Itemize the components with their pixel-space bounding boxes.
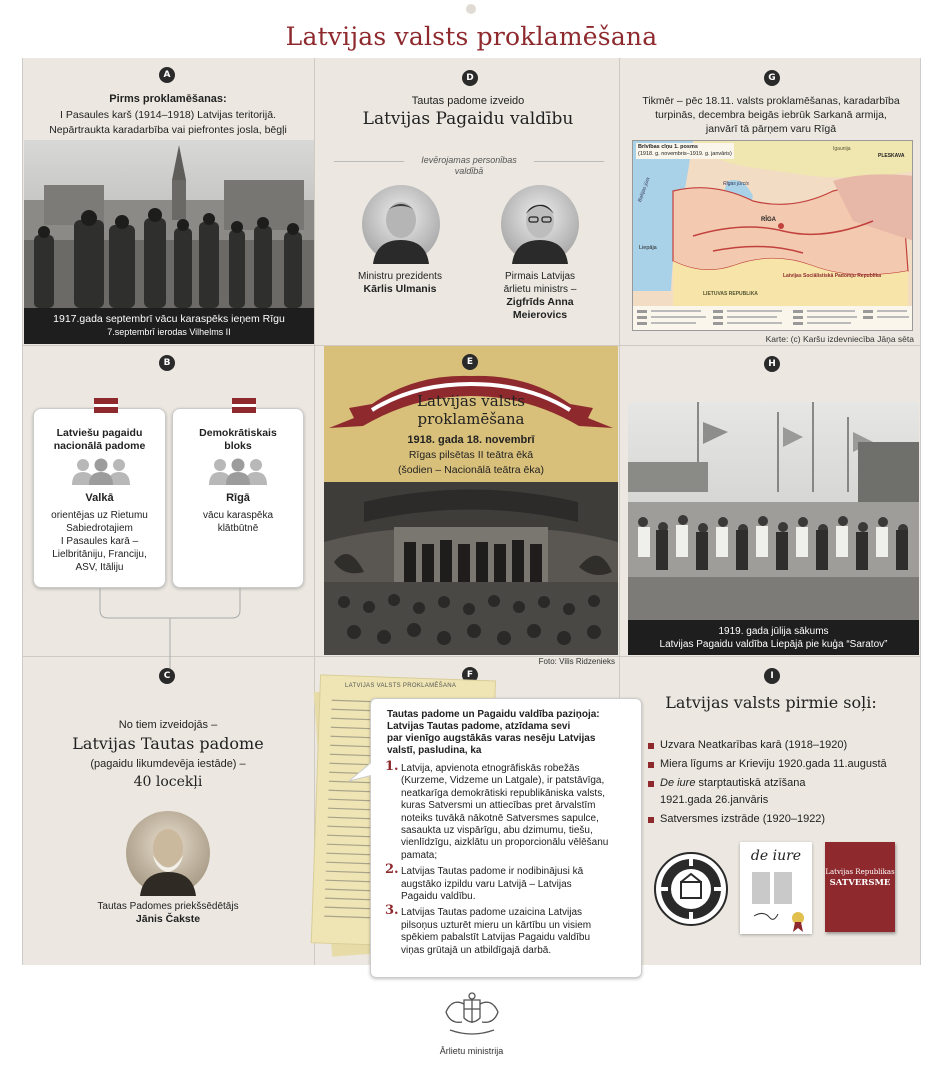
decl-1-line: kuras Satversmi un attiecības pret ārvalstīm <box>401 800 596 812</box>
flag-icon <box>94 398 118 418</box>
people-icon <box>208 457 268 485</box>
section-c-intro: No tiem izveidojās – <box>118 719 218 731</box>
portrait-ulmanis <box>361 184 441 264</box>
first-step-3-date: 1921.gada 26.janvāris <box>660 794 769 806</box>
declaration-card <box>370 698 642 978</box>
declaration-item-1 <box>385 759 635 862</box>
person1-role: Ministru prezidents <box>358 271 442 282</box>
card-left-title-1: Latviešu pagaidu <box>56 427 143 439</box>
declaration-num-2: 2. <box>385 862 399 878</box>
decl-3-line: pilsoņus uzturēt mieru un kārtību un visiem <box>401 919 592 931</box>
section-c-sub: (pagaidu likumdevēja iestāde) – <box>90 758 246 770</box>
declaration-heading-4: valstī, pasludina, ka <box>387 745 482 756</box>
declaration-item-3 <box>385 903 635 957</box>
first-step-1: Uzvara Neatkarības karā (1918–1920) <box>660 739 848 751</box>
map-label-estonia: Igaunija <box>833 146 851 152</box>
declaration-num-3: 3. <box>385 903 399 919</box>
section-a-text-2: Nepārtraukta karadarbība vai piefrontes josla, bēgļi <box>49 124 287 136</box>
person2-name-1: Zigfrīds Anna <box>506 296 574 308</box>
ribbon-text-2: proklamēšana <box>417 410 525 428</box>
section-d-intro: Tautas padome izveido <box>411 95 525 107</box>
first-step-3-rest: starptautiskā atzīšana <box>695 777 806 789</box>
badge-e: E <box>462 354 478 370</box>
person2-role-1: Pirmais Latvijas <box>504 271 576 282</box>
deiure-label: de iure <box>750 848 802 864</box>
flag-icon <box>232 398 256 418</box>
top-decoration <box>466 4 476 14</box>
decl-1-line: vienlīdzīgu, aizklātu un proporcionālu vēlēšanu <box>401 837 609 849</box>
section-c-name: Latvijas Tautas padome <box>72 734 264 753</box>
photo-e-credit: Foto: Vilis Ridzenieks <box>538 657 615 666</box>
connector-bracket <box>95 588 245 678</box>
card-right-place: Rīgā <box>226 492 250 504</box>
card-left-desc-3: I Pasaules karā – <box>60 536 139 547</box>
section-i-heading: Latvijas valsts pirmie soļi: <box>665 693 877 712</box>
page-title: Latvijas valsts proklamēšana <box>285 22 658 51</box>
decl-2-line: augstāko izpildu varu Latvijā – Latvijas <box>401 878 572 890</box>
map-label-riga: RĪGA <box>761 217 776 223</box>
person1-name: Kārlis Ulmanis <box>363 283 437 295</box>
decl-1-line: noteiks tuvākā nākotnē Satversmes sapulce, <box>401 812 599 824</box>
section-a-text-1: I Pasaules karš (1914–1918) Latvijas teritorijā. <box>60 109 276 121</box>
card-left-desc-2: Sabiedrotajiem <box>66 523 133 534</box>
map-title <box>636 143 734 159</box>
photo-riga-1917 <box>24 140 314 308</box>
declaration-items <box>385 759 635 957</box>
card-right-desc-1: vācu karaspēka <box>202 510 274 521</box>
persons-rule-left <box>334 161 404 162</box>
decl-2-line: Latvijas Tautas padome ir nodibinājusi kā <box>401 866 584 878</box>
card-right-desc-2: klātbūtnē <box>217 523 259 534</box>
declaration-heading-3: par vienīgo augstākās varas nesēju Latvijas <box>387 733 596 744</box>
section-g-text-2: turpinās, decembra beigās iebrūk Sarkanā armija, <box>655 109 887 121</box>
persons-rule-right <box>534 161 604 162</box>
decl-1-line: Latvija, apvienota etnogrāfiskās robežās <box>401 763 580 774</box>
ribbon-text-1: Latvijas valsts <box>417 392 525 410</box>
person2-name-2: Meierovics <box>512 309 568 321</box>
photo-a-caption-2: 7.septembrī ierodas Vilhelms II <box>107 327 231 337</box>
map-credit: Karte: (c) Karšu izdevniecība Jāņa sēta <box>765 334 914 344</box>
section-e-place-2: (šodien – Nacionālā teātra ēka) <box>398 464 544 476</box>
speech-pointer-icon <box>349 761 373 783</box>
first-step-3-italic: De iure <box>660 777 696 789</box>
map-title-1: Brīvības cīņu 1. posms <box>638 144 698 150</box>
photo-proclamation <box>324 482 618 655</box>
map-liberation-war <box>632 140 913 331</box>
map-label-pskov: PLESKAVA <box>878 153 905 159</box>
book-title-2: SATVERSME <box>829 878 891 888</box>
badge-f: F <box>462 667 478 683</box>
declaration-num-1: 1. <box>385 759 399 774</box>
badge-i: I <box>764 668 780 684</box>
card-right-title-2: bloks <box>224 440 252 452</box>
section-d-name: Latvijas Pagaidu valdību <box>362 109 574 129</box>
card-left-desc-5: ASV, Itāliju <box>75 562 124 573</box>
portrait-cakste <box>125 810 211 896</box>
declaration-item-2 <box>385 862 635 903</box>
people-icon <box>71 457 131 485</box>
card-left-desc-4: Lielbritāniju, Franciju, <box>52 549 147 560</box>
section-e-date: 1918. gada 18. novembrī <box>407 434 535 446</box>
first-step-3 <box>660 777 806 789</box>
card-left-title-2: nacionālā padome <box>53 440 146 452</box>
badge-h: H <box>764 356 780 372</box>
first-step-4: Satversmes izstrāde (1920–1922) <box>660 813 826 825</box>
declaration-heading-2: Latvijas Tautas padome, atzīdama sevi <box>387 721 571 732</box>
map-label-lithuania: LIETUVAS REPUBLIKA <box>703 291 758 297</box>
photo-h-caption <box>628 620 919 655</box>
portrait-meierovics <box>500 184 580 264</box>
decl-3-line: spēkiem pabalstīt Latvijas Pagaidu valdību <box>401 932 591 944</box>
photo-a-caption <box>24 308 314 344</box>
footer-org: Ārlietu ministrija <box>439 1046 504 1056</box>
photo-h-caption-1: 1919. gada jūlija sākums <box>718 626 829 637</box>
persons-label-1: Ievērojamas personības <box>421 155 517 165</box>
map-label-soviet: Latvijas Sociālistiskā Padomju Republika <box>783 273 882 279</box>
section-g-text-3: janvārī tā pārņem varu Rīgā <box>705 123 837 135</box>
decl-1-line: (Kurzeme, Vidzeme un Latgale), ir patstāvīga, <box>401 775 605 787</box>
portrait-c-role: Tautas Padomes priekšsēdētājs <box>97 901 239 912</box>
badge-b: B <box>159 355 175 371</box>
badge-c: C <box>159 668 175 684</box>
card-right-title-1: Demokrātiskais <box>199 427 277 439</box>
decl-3-line: Latvijas Tautas padome uzaicina Latvijas <box>401 907 583 919</box>
medal-icon <box>654 852 728 926</box>
badge-a: A <box>159 67 175 83</box>
document-deiure-icon <box>740 842 812 934</box>
badge-g: G <box>764 70 780 86</box>
doc-header: LATVIJAS VALSTS PROKLAMĒŠANA <box>345 683 457 689</box>
declaration-heading-1: Tautas padome un Pagaidu valdība paziņoja: <box>387 709 600 720</box>
card-left-place: Valkā <box>85 492 114 504</box>
photo-a-caption-1: 1917.gada septembrī vācu karaspēks ieņem Rīgu <box>53 313 285 325</box>
seal-icon <box>740 870 812 934</box>
portrait-c-name: Jānis Čakste <box>135 913 201 925</box>
person2-role-2: ārlietu ministrs – <box>503 284 577 295</box>
photo-h-caption-2: Latvijas Pagaidu valdība Liepājā pie kuģa “Saratov” <box>659 639 888 650</box>
map-label-gulf: Rīgas jūrcis <box>723 181 749 187</box>
card-left-desc-1: orientējas uz Rietumu <box>51 510 148 521</box>
map-title-2: (1918. g. novembris–1919. g. janvāris) <box>638 151 732 157</box>
decl-1-line: sasaukta uz vispārīgu, abu dzimumu, tiešu, <box>401 825 593 837</box>
card-national-council <box>33 408 166 588</box>
map-label-sea: Baltijas jūra <box>637 176 652 204</box>
persons-label-2: valdībā <box>454 166 484 176</box>
section-a-heading: Pirms proklamēšanas: <box>109 93 227 105</box>
decl-1-line: pamata; <box>401 849 438 861</box>
first-step-2: Miera līgums ar Krieviju 1920.gada 11.augustā <box>660 758 887 770</box>
section-g-text-1: Tikmēr – pēc 18.11. valsts proklamēšanas, karadarbība <box>642 95 900 107</box>
declaration-heading <box>387 709 637 757</box>
book-icon <box>825 842 895 932</box>
decl-2-line: Pagaidu valdību. <box>401 891 476 903</box>
map-label-liepaja: Liepāja <box>639 245 657 251</box>
photo-saratov <box>628 402 919 620</box>
badge-d: D <box>462 70 478 86</box>
decl-3-line: viņas grūtajā un atbildīgajā darbā. <box>401 944 552 956</box>
coat-of-arms-icon <box>440 990 504 1040</box>
section-c-members: 40 locekļi <box>133 774 203 790</box>
section-e-place-1: Rīgas pilsētas II teātra ēkā <box>408 449 534 461</box>
card-democratic-bloc <box>172 408 304 588</box>
book-title-1: Latvijas Republikas <box>825 868 895 876</box>
decl-1-line: neatkarīga demokrātiski republikāniska valsts, <box>401 787 605 799</box>
